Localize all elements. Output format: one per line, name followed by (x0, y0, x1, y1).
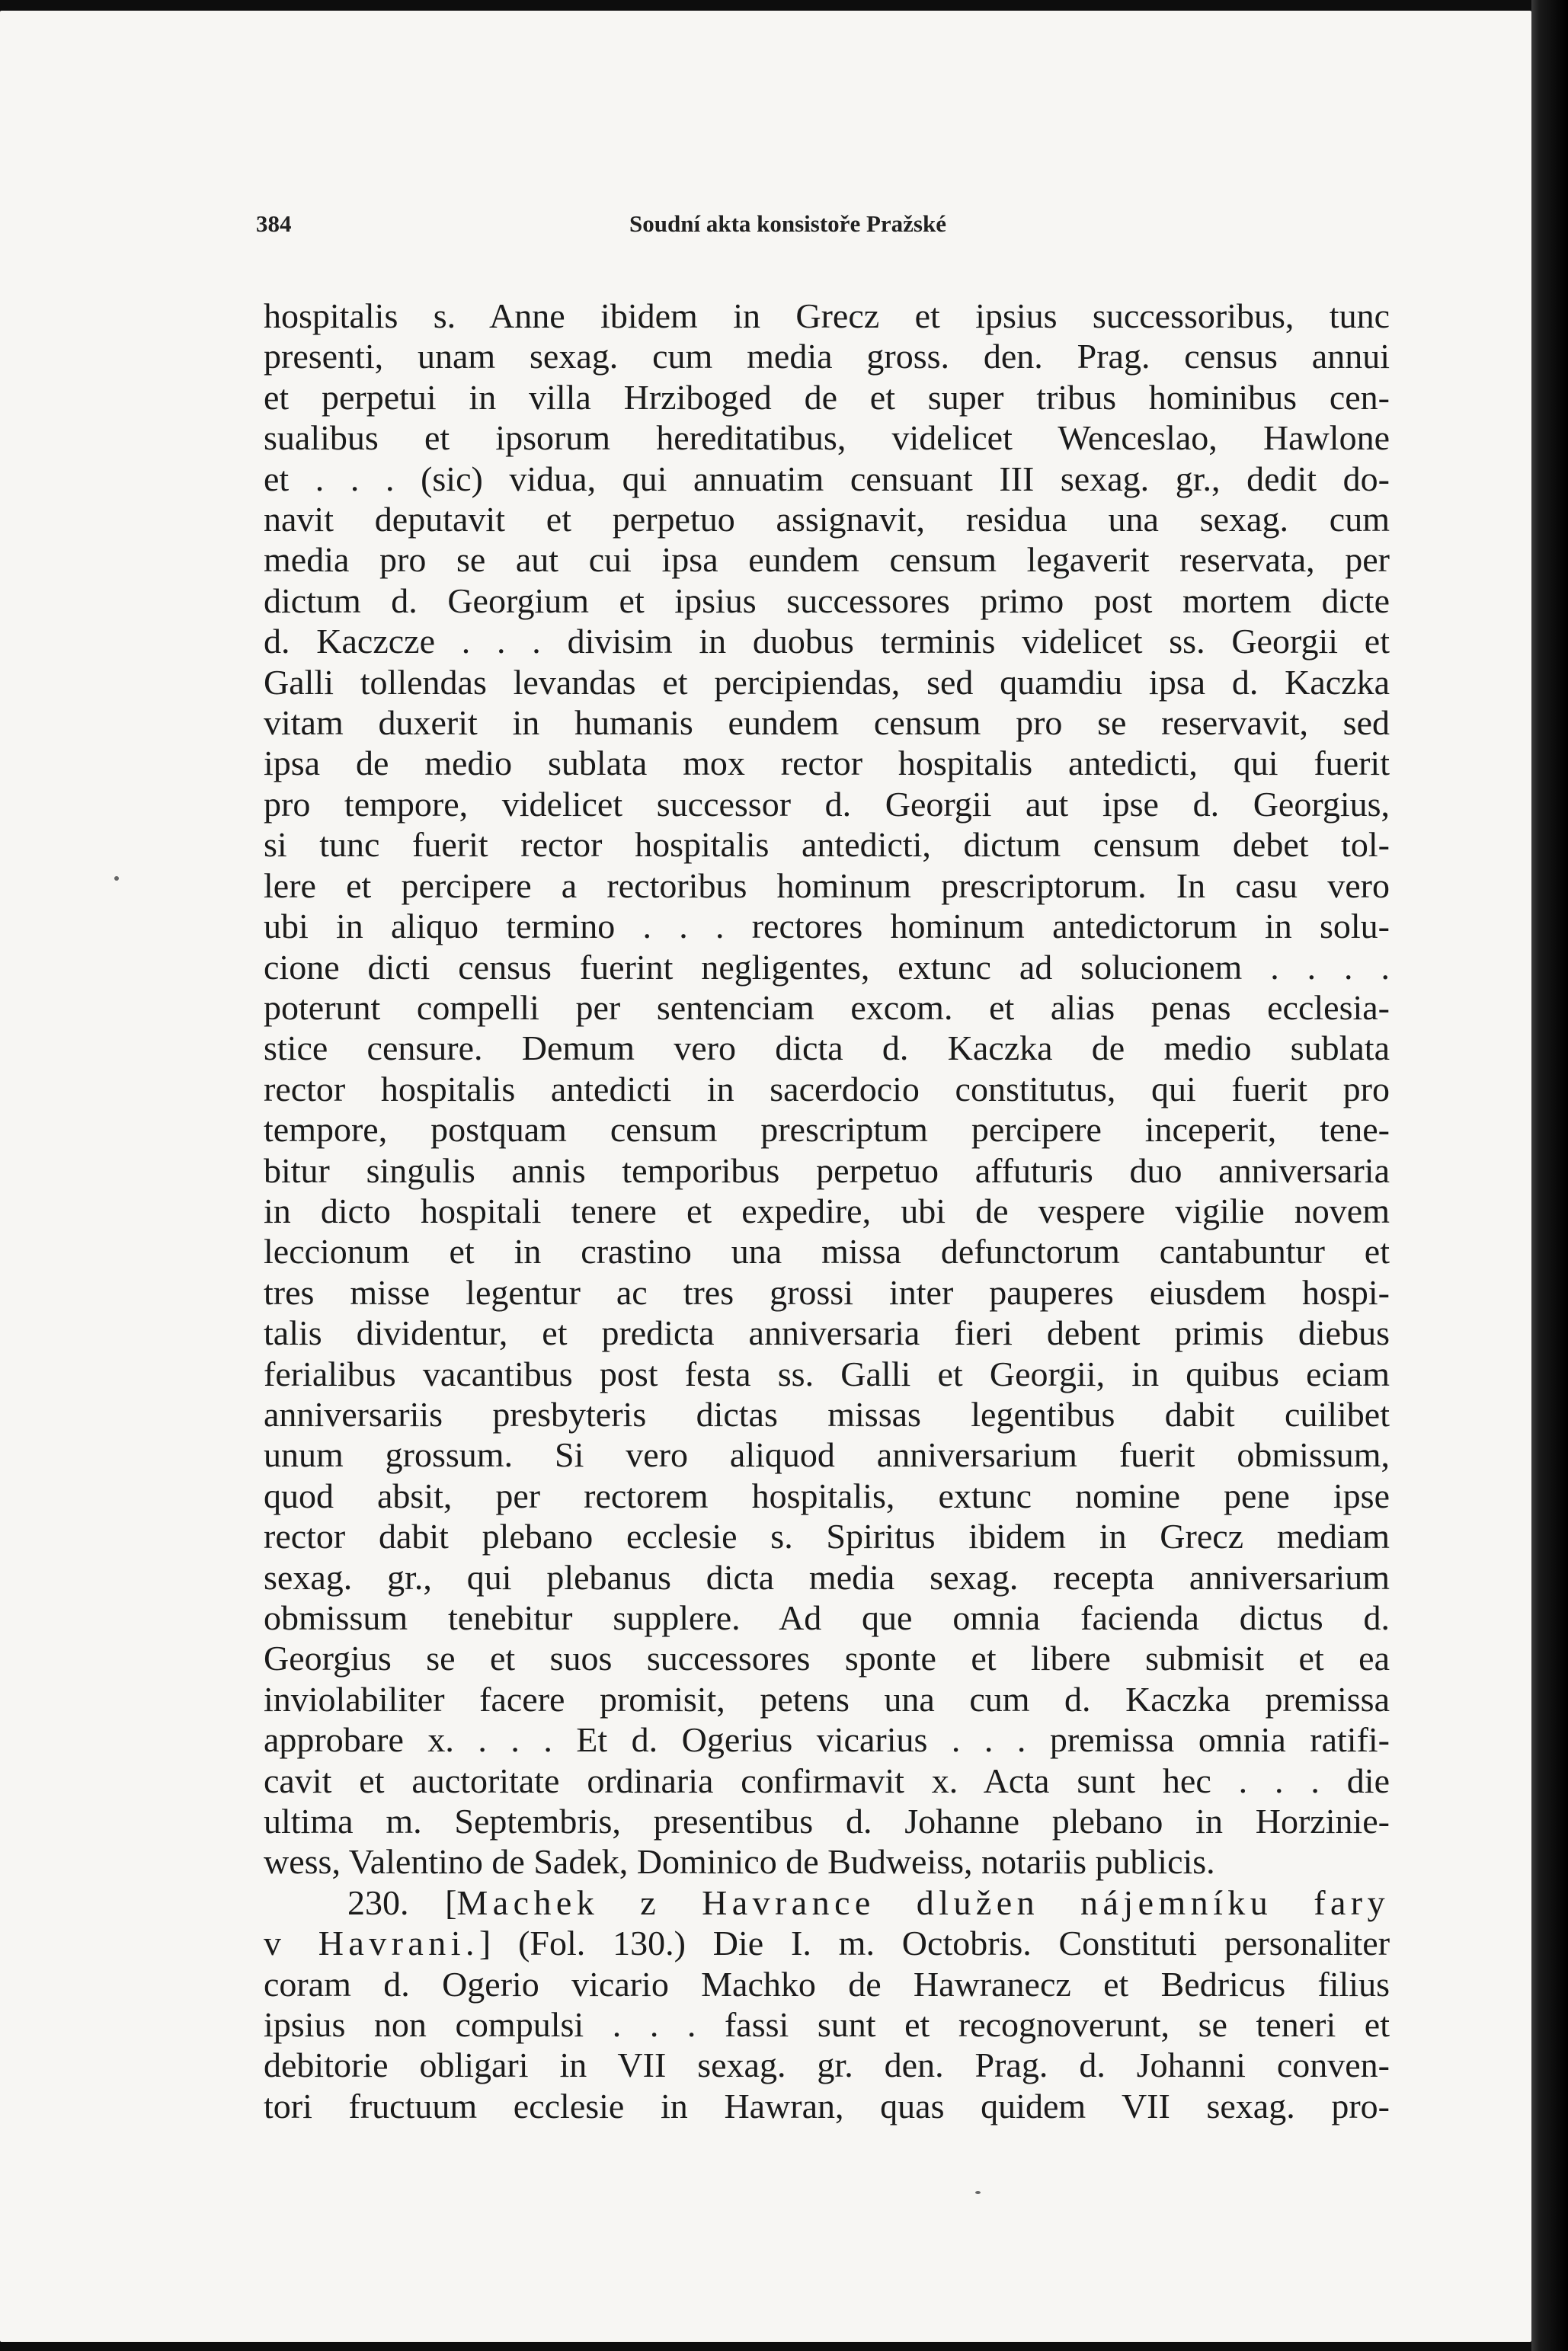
text-line: d. Kaczcze . . . divisim in duobus terminis videlicet ss. Georgii et (264, 622, 1390, 661)
close-bracket: ] (478, 1924, 491, 1963)
text-line: ferialibus vacantibus post festa ss. Galli et Georgii, in quibus eciam (264, 1354, 1390, 1393)
text-line: lere et percipere a rectoribus hominum prescriptorum. In casu vero (264, 865, 1390, 905)
text-line: tres misse legentur ac tres grossi inter pauperes eiusdem hospi- (264, 1272, 1390, 1312)
text-line: bitur singulis annis temporibus perpetuo affuturis duo anniversaria (264, 1150, 1390, 1190)
text-line: vitam duxerit in humanis eundem censum pro se reservavit, sed (264, 703, 1390, 743)
book-page (0, 11, 1531, 2342)
folio-reference: (Fol. 130.) (518, 1924, 686, 1963)
text-line: Georgius se et suos successores sponte et libere submisit et ea (264, 1639, 1390, 1678)
book-spine-edge (1531, 0, 1568, 2351)
text-line: sexag. gr., qui plebanus dicta media sexag. recepta anniversarium (264, 1557, 1390, 1597)
text-line: media pro se aut cui ipsa eundem censum legaverit reservata, per (264, 540, 1390, 580)
text-line: anniversariis presbyteris dictas missas legentibus dabit cuilibet (264, 1394, 1390, 1434)
text-line: coram d. Ogerio vicario Machko de Hawranecz et Bedricus filius (264, 1964, 1390, 2004)
text-line: unum grossum. Si vero aliquod anniversarium fuerit obmissum, (264, 1435, 1390, 1475)
text-line: ubi in aliquo termino . . . rectores hominum antedictorum in solu- (264, 907, 1390, 946)
scan-speck (975, 2191, 981, 2194)
text-line: ipsa de medio sublata mox rector hospitalis antedicti, qui fuerit (264, 744, 1390, 783)
text-line: sualibus et ipsorum hereditatibus, videlicet Wenceslao, Hawlone (264, 418, 1390, 458)
open-bracket: [ (445, 1882, 457, 1922)
text-line: poterunt compelli per sentenciam excom. et alias penas ecclesia- (264, 987, 1390, 1027)
text-line: cavit et auctoritate ordinaria confirmavit x. Acta sunt hec . . . die (264, 1761, 1390, 1800)
text-line: debitorie obligari in VII sexag. gr. den. Prag. d. Johanni conven- (264, 2046, 1390, 2085)
text-line: presenti, unam sexag. cum media gross. den. Prag. census annui (264, 337, 1390, 376)
text-line: tori fructuum ecclesie in Hawran, quas quidem VII sexag. pro- (264, 2086, 1390, 2125)
entry-heading-line (264, 1882, 1390, 1923)
entry-title: Machek z Havrance dlužen nájemníku fary (456, 1882, 1390, 1922)
text-line: hospitalis s. Anne ibidem in Grecz et ipsius successoribus, tunc (264, 296, 1390, 335)
entry-title-continued: v Havrani. (264, 1924, 479, 1963)
entry-number: 230. (347, 1882, 409, 1922)
text-line: pro tempore, videlicet successor d. Georgii aut ipse d. Georgius, (264, 784, 1390, 824)
text-line: ipsius non compulsi . . . fassi sunt et recognoverunt, se teneri et (264, 2005, 1390, 2045)
text-line: leccionum et in crastino una missa defunctorum cantabuntur et (264, 1232, 1390, 1271)
text-line: inviolabiliter facere promisit, petens una cum d. Kaczka premissa (264, 1679, 1390, 1719)
text-line: in dicto hospitali tenere et expedire, ubi de vespere vigilie novem (264, 1191, 1390, 1230)
running-title: Soudní akta konsistoře Pražské (629, 210, 946, 237)
text-line: navit deputavit et perpetuo assignavit, residua una sexag. cum (264, 500, 1390, 539)
text-line: rector dabit plebano ecclesie s. Spiritus ibidem in Grecz mediam (264, 1517, 1390, 1556)
text-line: stice censure. Demum vero dicta d. Kaczka de medio sublata (264, 1028, 1390, 1068)
text-line: Galli tollendas levandas et percipiendas, sed quamdiu ipsa d. Kaczka (264, 662, 1390, 702)
entry-heading-line-2 (264, 1923, 1390, 1963)
text-line: si tunc fuerit rector hospitalis antedicti, dictum censum debet tol- (264, 825, 1390, 865)
text-line: dictum d. Georgium et ipsius successores primo post mortem dicte (264, 581, 1390, 620)
text-line: rector hospitalis antedicti in sacerdocio constitutus, qui fuerit pro (264, 1069, 1390, 1108)
text-line: quod absit, per rectorem hospitalis, extunc nomine pene ipse (264, 1476, 1390, 1515)
text-line: ultima m. Septembris, presentibus d. Johanne plebano in Horzinie- (264, 1802, 1390, 1841)
text-line: et perpetui in villa Hrziboged de et super tribus hominibus cen- (264, 377, 1390, 417)
page-number: 384 (256, 210, 292, 237)
page-header (256, 210, 1384, 248)
text-line: cione dicti census fuerint negligentes, extunc ad solucionem . . . . (264, 947, 1390, 987)
scan-speck (114, 876, 119, 881)
text-line: wess, Valentino de Sadek, Dominico de Budweiss, notariis publicis. (264, 1842, 1215, 1882)
body-text (264, 296, 1390, 2126)
text-line: talis dividentur, et predicta anniversaria fieri debent primis diebus (264, 1313, 1390, 1353)
text-line: et . . . (sic) vidua, qui annuatim censuant III sexag. gr., dedit do- (264, 459, 1390, 498)
text-line: tempore, postquam censum prescriptum percipere inceperit, tene- (264, 1110, 1390, 1150)
entry-date: Die I. m. Octobris. Constituti personaliter (712, 1924, 1390, 1963)
text-line: obmissum tenebitur supplere. Ad que omnia facienda dictus d. (264, 1598, 1390, 1637)
text-line: approbare x. . . . Et d. Ogerius vicarius . . . premissa omnia ratifi- (264, 1720, 1390, 1760)
